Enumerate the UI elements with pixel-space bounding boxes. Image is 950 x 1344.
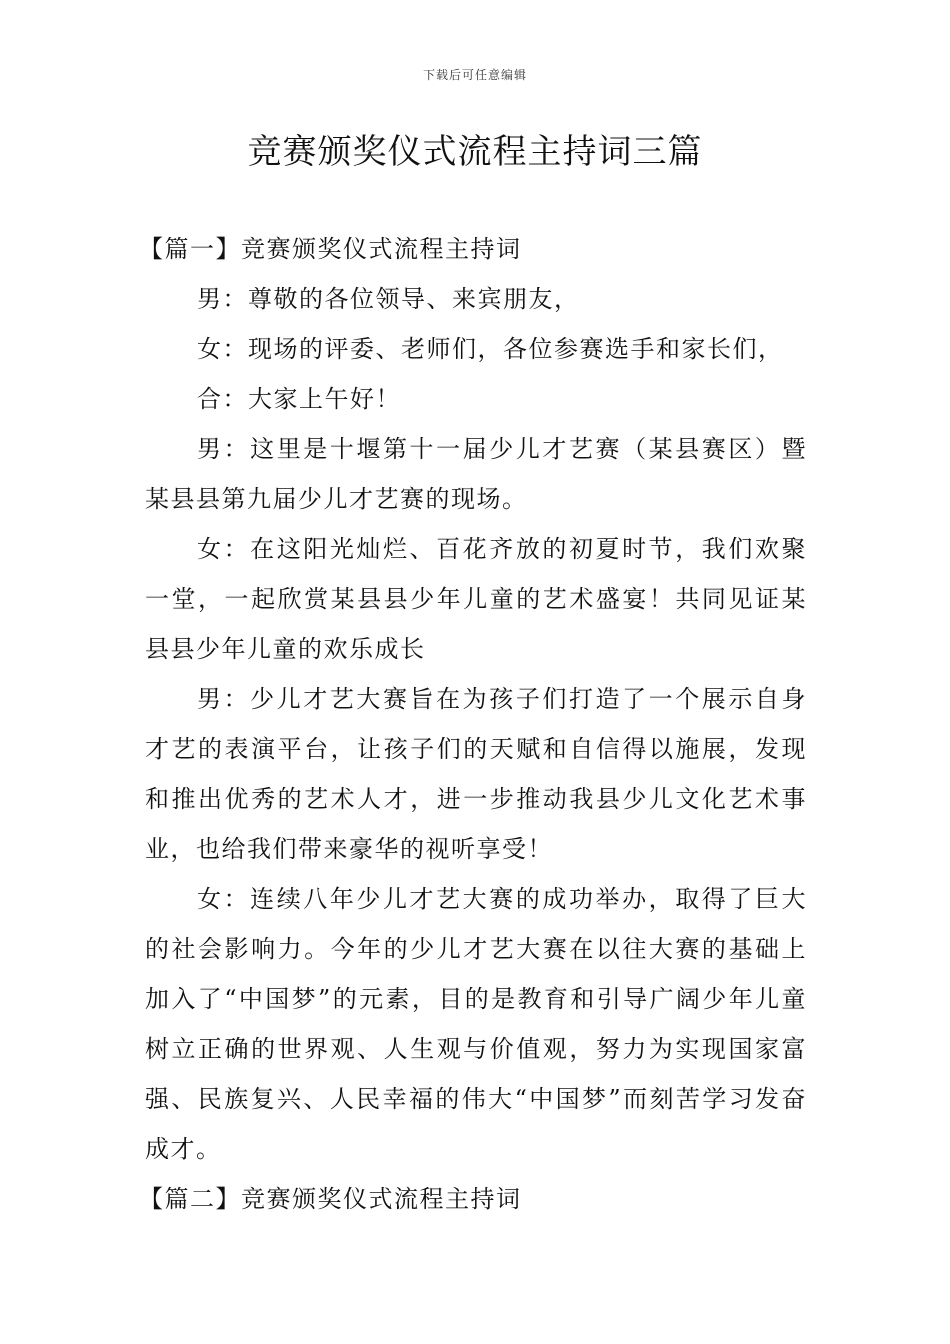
paragraph: 合：大家上午好！ xyxy=(197,385,401,413)
page-title: 竞赛颁奖仪式流程主持词三篇 xyxy=(247,132,703,172)
paragraph: 男：这里是十堰第十一届少儿才艺赛（某县赛区）暨某县县第九届少儿才艺赛的现场。 xyxy=(145,435,807,513)
paragraph: 女：在这阳光灿烂、百花齐放的初夏时节，我们欢聚一堂，一起欣赏某县县少年儿童的艺术盛宴！共同见证某县县少年儿童的欢乐成长 xyxy=(145,535,807,663)
paragraph: 女：连续八年少儿才艺大赛的成功举办，取得了巨大的社会影响力。今年的少儿才艺大赛在以往大赛的基础上加入了“中国梦”的元素，目的是教育和引导广阔少年儿童树立正确的世界观、人生观与价值观，努力为实现国家富强、民族复兴、人民幸福的伟大“中国梦”而刻苦学习发奋成才。 xyxy=(145,885,807,1163)
paragraph: 男：少儿才艺大赛旨在为孩子们打造了一个展示自身才艺的表演平台，让孩子们的天赋和自信得以施展，发现和推出优秀的艺术人才，进一步推动我县少儿文化艺术事业，也给我们带来豪华的视听享受！ xyxy=(145,685,807,863)
paragraph: 女：现场的评委、老师们，各位参赛选手和家长们， xyxy=(197,335,784,363)
paragraph: 男：尊敬的各位领导、来宾朋友， xyxy=(197,285,580,313)
header-note: 下载后可任意编辑 xyxy=(422,68,527,82)
document-body xyxy=(139,224,807,1224)
section-heading-1: 【篇一】竞赛颁奖仪式流程主持词 xyxy=(139,235,522,263)
section-heading-2: 【篇二】竞赛颁奖仪式流程主持词 xyxy=(139,1185,522,1213)
